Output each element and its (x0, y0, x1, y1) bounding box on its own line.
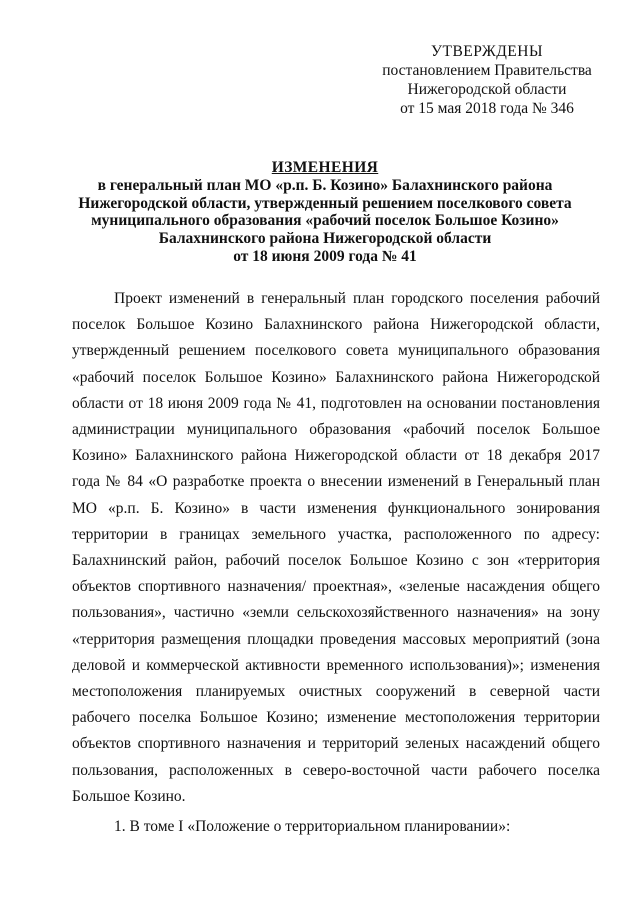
title-line-2: Нижегородской области, утвержденный решением поселкового совета (78, 194, 572, 212)
approval-line-3: от 15 мая 2018 года № 346 (400, 100, 574, 117)
body-paragraph: Проект изменений в генеральный план городского поселения рабочий поселок Большое Козино Балахнинского района Нижегородской области, утвержденный решением поселкового совета муниципального образования «рабочий поселок Большое Козино» Балахнинского района Нижегородской области от 18 июня 2009 года № 41, подготовлен на основании постановления администрации муниципального образования «рабочий поселок Большое Козино» Балахнинского района Нижегородской области от 18 декабря 2017 года № 84 «О разработке проекта о внесении изменений в Генеральный план МО «р.п. Б. Козино» в части изменения функционального зонирования территории в границах земельного участка, расположенного по адресу: Балахнинский район, рабочий поселок Большое Козино с зон «территория объектов спортивного назначения/ проектная», «зеленые насаждения общего пользования», частично «земли сельскохозяйственного назначения» на зону «территория размещения площадки проведения массовых мероприятий (зона деловой и коммерческой активности временного использования)»; изменения местоположения планируемых очистных сооружений в северной части рабочего поселка Большое Козино; изменение местоположения территории объектов спортивного назначения и территорий зеленых насаждений общего пользования, расположенных в северо-восточной части рабочего поселка Большое Козино. (72, 290, 600, 805)
approval-line-1: постановлением Правительства (382, 62, 592, 79)
approval-line-2: Нижегородской области (407, 81, 567, 98)
document-body (72, 286, 600, 840)
title-line-1: в генеральный план МО «р.п. Б. Козино» Балахнинского района (97, 176, 553, 194)
title-line-5: от 18 июня 2009 года № 41 (233, 247, 417, 265)
title-line-4: Балахнинского района Нижегородской области (158, 230, 492, 248)
approval-heading: УТВЕРЖДЕНЫ (431, 43, 543, 60)
title-line-3: муниципального образования «рабочий поселок Большое Козино» (91, 212, 559, 230)
list-item-1: 1. В томе I «Положение о территориальном планировании»: (114, 818, 511, 836)
approval-block (372, 42, 602, 118)
document-title (60, 159, 590, 266)
title-main: ИЗМЕНЕНИЯ (271, 159, 379, 176)
